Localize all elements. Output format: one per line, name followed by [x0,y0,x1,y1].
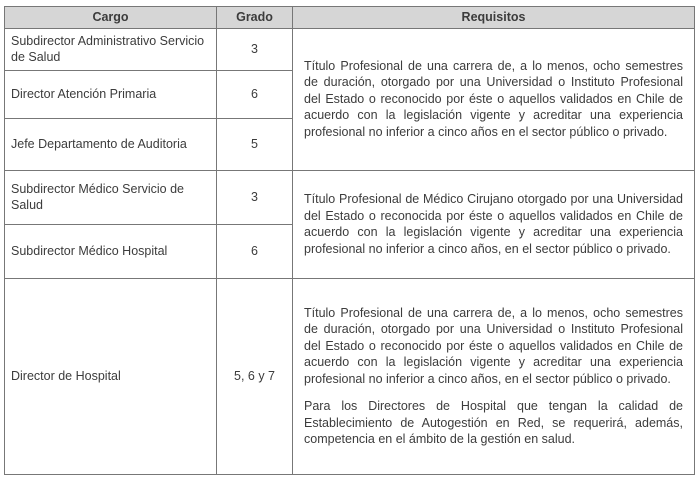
cargo-cell: Subdirector Médico Hospital [5,224,217,278]
cargo-cell: Director de Hospital [5,278,217,474]
cargo-cell: Jefe Departamento de Auditoria [5,118,217,170]
cargos-requisitos-table [4,6,695,475]
grado-cell: 3 [217,28,293,70]
table-row [5,278,695,474]
grado-cell: 6 [217,224,293,278]
cargo-cell: Subdirector Administrativo Servicio de Salud [5,28,217,70]
requisitos-cell [293,170,695,278]
grado-cell: 6 [217,70,293,118]
table-row [5,28,695,70]
requisitos-cell [293,278,695,474]
col-header-requisitos: Requisitos [293,7,695,29]
grado-cell: 3 [217,170,293,224]
grado-cell: 5 [217,118,293,170]
header-row [5,7,695,29]
requisitos-paragraph: Título Profesional de una carrera de, a lo menos, ocho semestres de duración, otorgado por una Universidad o Instituto Profesional del Estado o reconocido por éste o aquellos validados en Chile de acuerdo con la legislación vigente y acreditar una experiencia profesional no inferior a cinco años en el sector público o privado. [304,58,683,139]
cargo-cell: Director Atención Primaria [5,70,217,118]
requisitos-cell [293,28,695,170]
requisitos-paragraph: Título Profesional de una carrera de, a lo menos, ocho semestres de duración, otorgado por una Universidad o Instituto Profesional del Estado o reconocido por éste o aquellos validados en Chile de acuerdo con la legislación vigente y acreditar una experiencia profesional no inferior a cinco años, en el sector público o privado. [304,305,683,386]
col-header-grado: Grado [217,7,293,29]
grado-cell: 5, 6 y 7 [217,278,293,474]
requisitos-paragraph: Título Profesional de Médico Cirujano otorgado por una Universidad del Estado o reconocida por éste o aquellos validados en Chile de acuerdo con la legislación vigente y acreditar una experiencia profesional no inferior a cinco años, en el sector público o privado. [304,192,683,256]
col-header-cargo: Cargo [5,7,217,29]
table-row [5,170,695,224]
requisitos-paragraph: Para los Directores de Hospital que tengan la calidad de Establecimiento de Autogestión en Red, se requerirá, además, competencia en el ámbito de la gestión en salud. [304,399,683,446]
cargo-cell: Subdirector Médico Servicio de Salud [5,170,217,224]
